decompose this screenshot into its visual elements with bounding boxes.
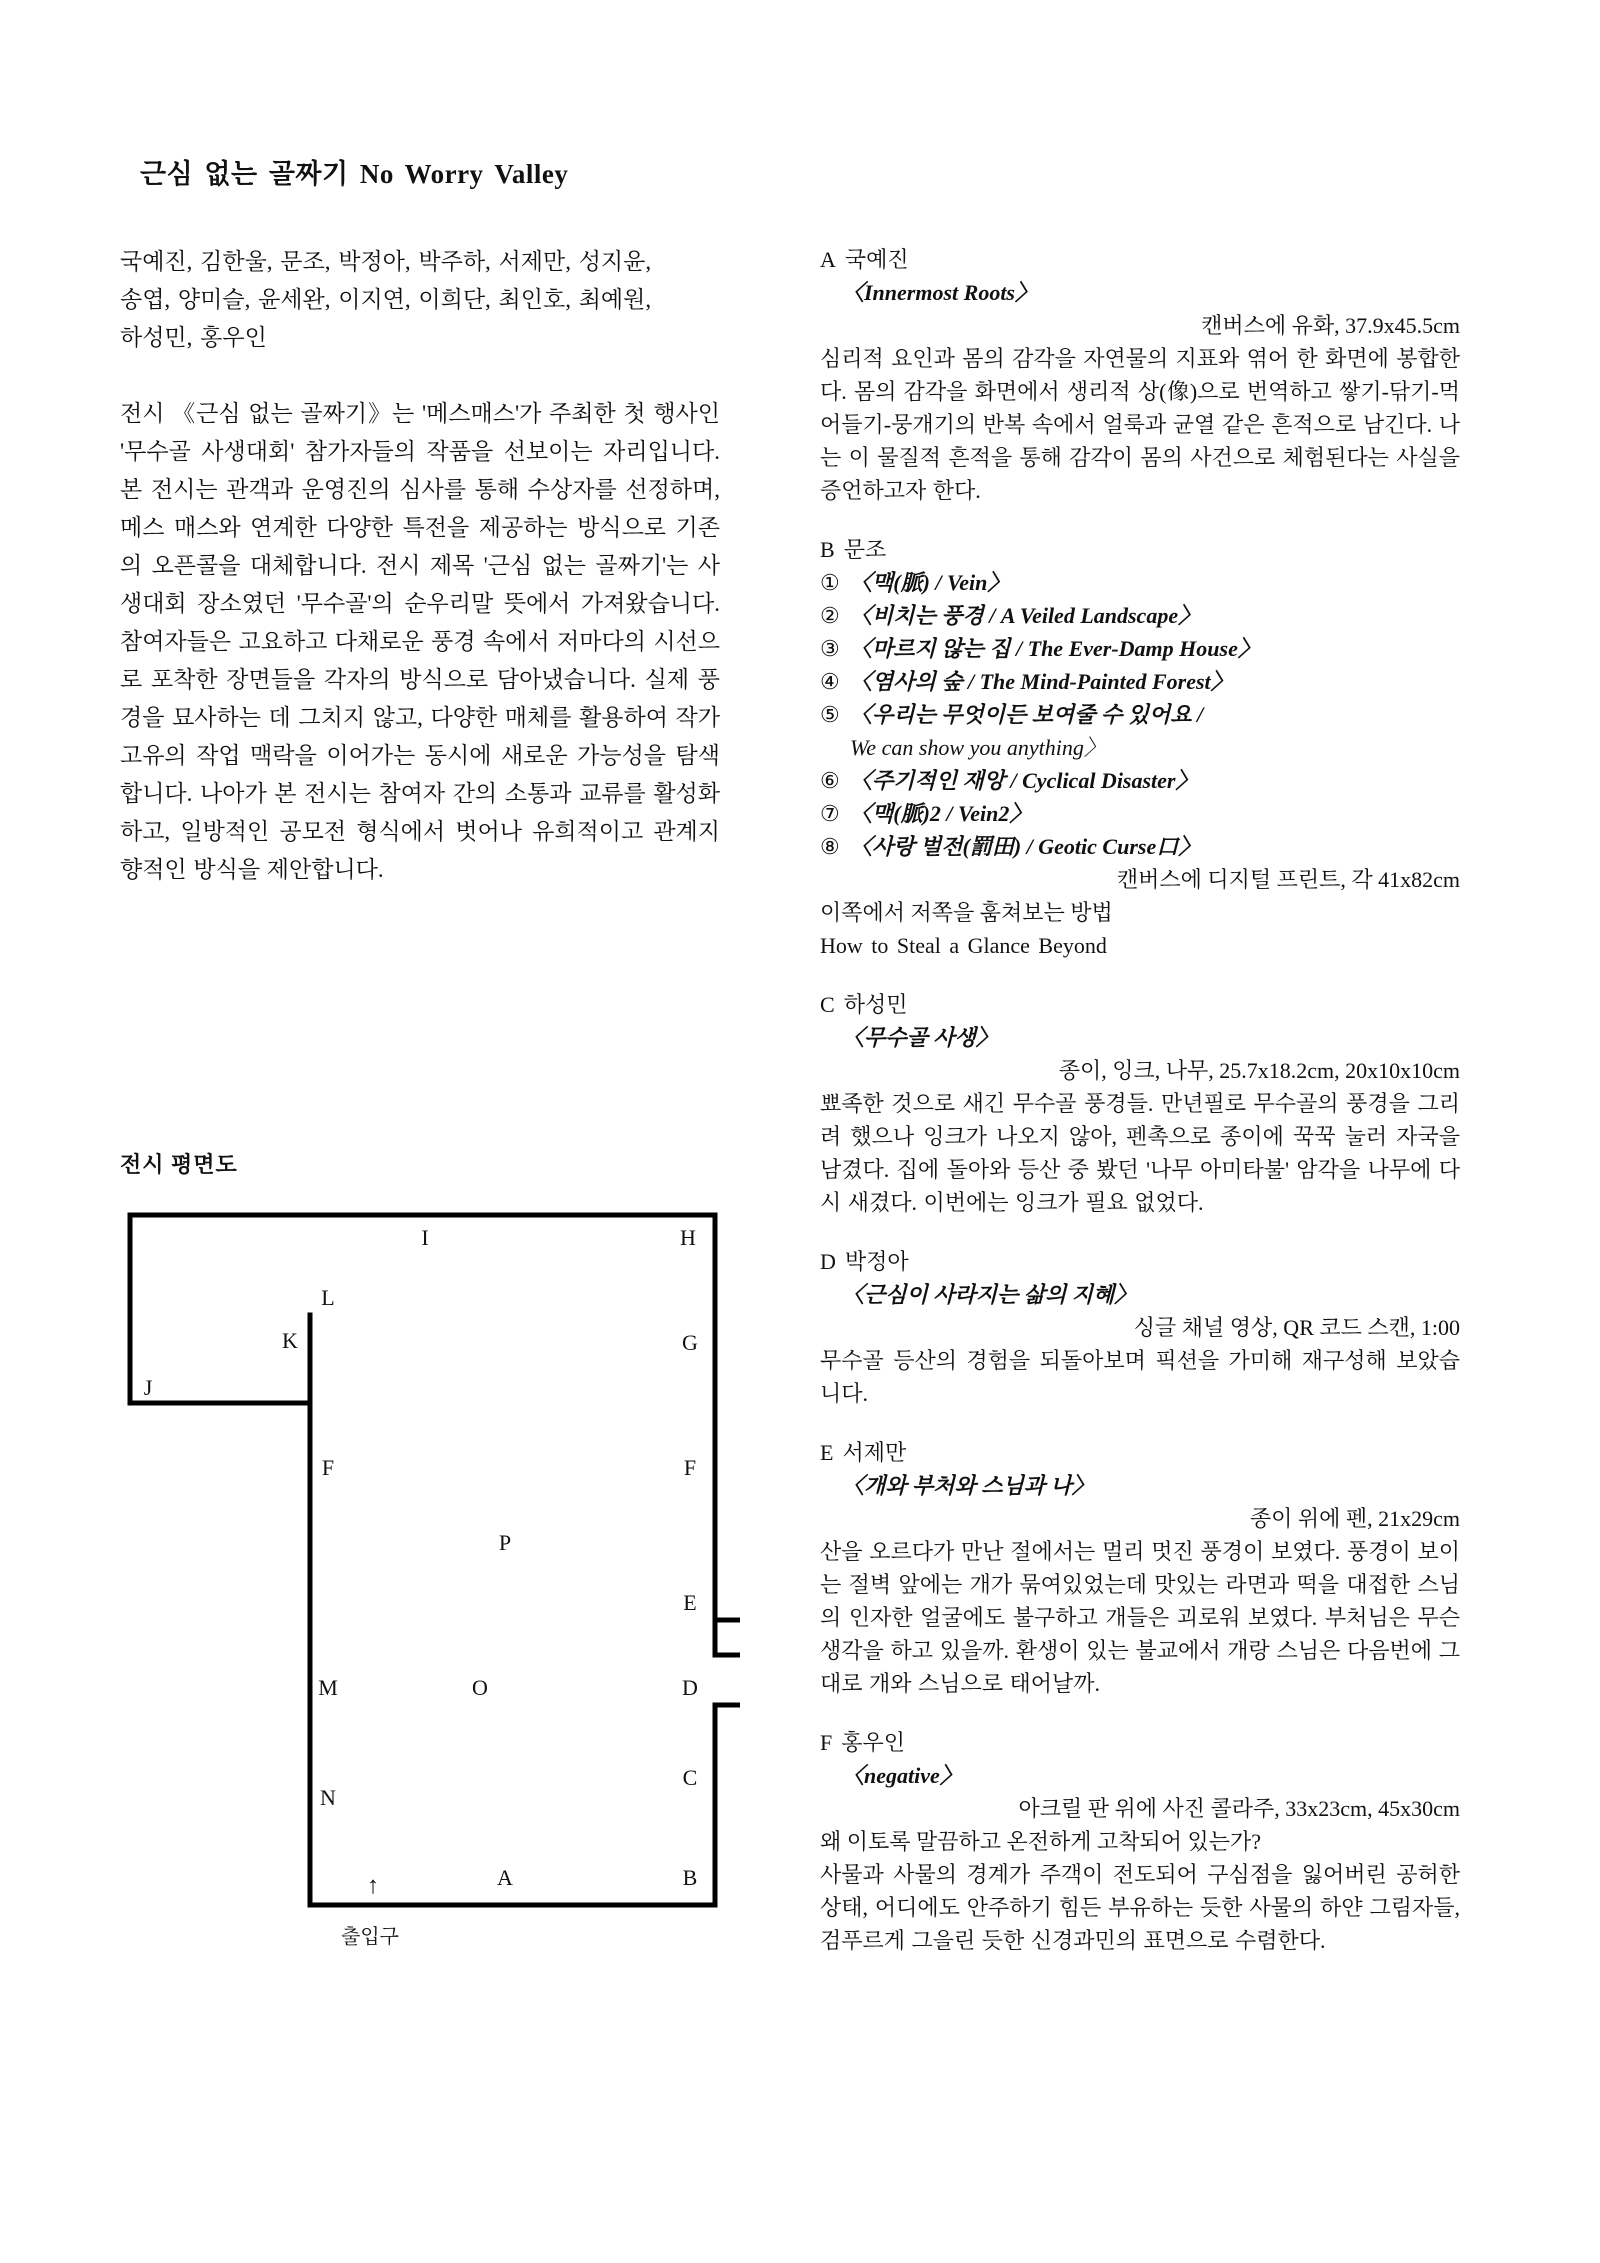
- work-entry-f: [820, 1726, 1460, 1957]
- room-label-K: K: [282, 1328, 298, 1353]
- list-title: 〈비치는 풍경 / A Veiled Landscape〉: [850, 603, 1201, 628]
- entry-a-title: 〈Innermost Roots〉: [842, 280, 1037, 305]
- room-label-F1: F: [321, 1455, 335, 1480]
- entry-a-description: 심리적 요인과 몸의 감각을 자연물의 지표와 엮어 한 화면에 봉합한다. 몸의 감각을 화면에서 생리적 상(像)으로 번역하고 쌓기-닦기-먹어들기-뭉개기의 반복 속에서 얼룩과 균열 같은 흔적으로 남긴다. 나는 이 물질적 흔적을 통해 감각이 몸의 사건으로 체험된다는 사실을 증언하고자 한다.: [820, 346, 1460, 503]
- list-title: 〈사랑 벌전(罰田) / Geotic Curse口〉: [850, 834, 1201, 859]
- list-title: 〈우리는 무엇이든 보여줄 수 있어요 /: [850, 702, 1204, 727]
- room-label-D: D: [682, 1675, 698, 1700]
- list-item: [820, 599, 1460, 632]
- entry-e-heading: [820, 1436, 1460, 1469]
- entry-a-letter: A: [820, 247, 836, 272]
- exhibition-intro-text: 전시 《근심 없는 골짜기》는 '메스매스'가 주최한 첫 행사인 '무수골 사생대회' 참가자들의 작품을 선보이는 자리입니다. 본 전시는 관객과 운영진의 심사를 통해 수상자를 선정하며, 메스 매스와 연계한 다양한 특전을 제공하는 방식으로 기존의 오픈콜을 대체합니다. 전시 제목 '근심 없는 골짜기'는 사생대회 장소였던 '무수골'의 순우리말 뜻에서 가져왔습니다. 참여자들은 고요하고 다채로운 풍경 속에서 저마다의 시선으로 포착한 장면들을 각자의 방식으로 담아냈습니다. 실제 풍경을 묘사하는 데 그치지 않고, 다양한 매체를 활용하여 작가 고유의 작업 맥락을 이어가는 동시에 새로운 가능성을 탐색합니다. 나아가 본 전시는 참여자 간의 소통과 교류를 활성화하고, 일방적인 공모전 형식에서 벗어나 유희적이고 관계지향적인 방식을 제안합니다.: [120, 401, 720, 882]
- room-label-O: O: [472, 1675, 488, 1700]
- list-numeral: ③: [820, 636, 840, 661]
- artist-list: [120, 243, 720, 357]
- room-label-B: B: [682, 1865, 698, 1890]
- list-item: [820, 632, 1460, 665]
- entry-c-artist: 하성민: [843, 992, 908, 1017]
- list-item: [820, 830, 1460, 863]
- list-item: [820, 797, 1460, 830]
- work-entry-d: [820, 1245, 1460, 1410]
- entry-b-spec: 캔버스에 디지털 프린트, 각 41x82cm: [1116, 867, 1460, 892]
- entry-f-title: 〈negative〉: [842, 1763, 962, 1788]
- list-title: 〈마르지 않는 집 / The Ever-Damp House〉: [850, 636, 1260, 661]
- entry-d-spec: 싱글 채널 영상, QR 코드 스캔, 1:00: [1133, 1315, 1460, 1340]
- entrance-arrow-icon: ↑: [367, 1873, 379, 1899]
- floorplan-room-labels: [144, 1225, 698, 1899]
- room-label-L: L: [321, 1285, 335, 1310]
- list-item: [820, 698, 1460, 731]
- artist-line-3: 하성민, 홍우인: [120, 325, 267, 350]
- artist-line-2: 송엽, 양미슬, 윤세완, 이지연, 이희단, 최인호, 최예원,: [120, 287, 652, 312]
- room-label-M: M: [318, 1675, 338, 1700]
- entry-c-title: 〈무수골 사생〉: [842, 1025, 998, 1050]
- list-item: [820, 665, 1460, 698]
- entry-e-title: 〈개와 부처와 스님과 나〉: [842, 1473, 1094, 1498]
- list-numeral: ⑥: [820, 768, 840, 793]
- room-label-J: J: [143, 1375, 153, 1400]
- entrance-caption: 출입구: [341, 1926, 399, 1948]
- room-label-N: N: [320, 1785, 336, 1810]
- list-title: 〈맥(脈) / Vein〉: [850, 570, 1010, 595]
- list-title: 〈주기적인 재앙 / Cyclical Disaster〉: [850, 768, 1198, 793]
- entry-b-letter: B: [820, 537, 835, 562]
- room-label-I: I: [421, 1225, 429, 1250]
- entry-e-artist: 서제만: [842, 1440, 907, 1465]
- room-label-C: C: [682, 1765, 698, 1790]
- entry-b-heading: [820, 533, 1460, 566]
- floorplan-labels-svg: [120, 1205, 740, 1945]
- work-entry-e: [820, 1436, 1460, 1700]
- list-title: 〈염사의 숲 / The Mind-Painted Forest〉: [850, 669, 1233, 694]
- entry-d-title: 〈근심이 사라지는 삶의 지혜〉: [842, 1282, 1137, 1307]
- room-label-F2: F: [683, 1455, 697, 1480]
- entry-b-continuation: We can show you anything〉: [850, 735, 1106, 760]
- entry-d-description: 무수골 등산의 경험을 되돌아보며 픽션을 가미해 재구성해 보았습니다.: [820, 1348, 1460, 1406]
- room-label-H: H: [680, 1225, 696, 1250]
- entry-a-spec: 캔버스에 유화, 37.9x45.5cm: [1201, 313, 1460, 338]
- work-entry-c: [820, 988, 1460, 1219]
- room-label-G: G: [682, 1330, 698, 1355]
- page-title: 근심 없는 골짜기 No Worry Valley: [140, 159, 569, 189]
- list-title: 〈맥(脈)2 / Vein2〉: [850, 801, 1032, 826]
- entry-f-spec: 아크릴 판 위에 사진 콜라주, 33x23cm, 45x30cm: [1018, 1796, 1460, 1821]
- list-numeral: ⑧: [820, 834, 840, 859]
- work-entry-a: [820, 243, 1460, 507]
- list-numeral: ⑤: [820, 702, 840, 727]
- floorplan-diagram: [120, 1205, 740, 1945]
- floorplan-heading: 전시 평면도: [120, 1152, 238, 1177]
- entry-b-work-list-cont: [820, 764, 1460, 863]
- entry-f-letter: F: [820, 1730, 833, 1755]
- entry-f-heading: [820, 1726, 1460, 1759]
- entry-f-question-line: 왜 이토록 말끔하고 온전하게 고착되어 있는가?: [820, 1829, 1262, 1854]
- entry-f-artist: 홍우인: [841, 1730, 906, 1755]
- room-label-E: E: [683, 1590, 697, 1615]
- entry-a-artist: 국예진: [844, 247, 909, 272]
- room-label-P: P: [498, 1530, 512, 1555]
- entry-f-description: 사물과 사물의 경계가 주객이 전도되어 구심점을 잃어버린 공허한 상태, 어디에도 안주하기 힘든 부유하는 듯한 사물의 하얀 그림자들, 검푸르게 그을린 듯한 신경과민의 표면으로 수렴한다.: [820, 1862, 1460, 1953]
- entry-c-letter: C: [820, 992, 835, 1017]
- list-numeral: ⑦: [820, 801, 840, 826]
- list-item: [820, 764, 1460, 797]
- list-numeral: ①: [820, 570, 840, 595]
- entry-c-spec: 종이, 잉크, 나무, 25.7x18.2cm, 20x10x10cm: [1058, 1058, 1460, 1083]
- artist-line-1: 국예진, 김한울, 문조, 박정아, 박주하, 서제만, 성지윤,: [120, 249, 652, 274]
- entry-b-extra-english: How to Steal a Glance Beyond: [820, 933, 1107, 958]
- list-numeral: ④: [820, 669, 840, 694]
- entry-b-extra-korean: 이쪽에서 저쪽을 훔쳐보는 방법: [820, 900, 1113, 925]
- entry-e-spec: 종이 위에 펜, 21x29cm: [1249, 1506, 1460, 1531]
- entry-e-letter: E: [820, 1440, 834, 1465]
- list-numeral: ②: [820, 603, 840, 628]
- list-item: [820, 566, 1460, 599]
- right-column: [820, 243, 1460, 1983]
- entry-b-work-list: [820, 566, 1460, 731]
- left-column: [120, 243, 720, 889]
- room-label-A: A: [497, 1865, 513, 1890]
- work-entry-b: [820, 533, 1460, 962]
- entry-d-letter: D: [820, 1249, 836, 1274]
- entry-c-description: 뾰족한 것으로 새긴 무수골 풍경들. 만년필로 무수골의 풍경을 그리려 했으나 잉크가 나오지 않아, 펜촉으로 종이에 꾹꾹 눌러 자국을 남겼다. 집에 돌아와 등산 중 봤던 '나무 아미타불' 암각을 나무에 다시 새겼다. 이번에는 잉크가 필요 없었다.: [820, 1091, 1460, 1215]
- entry-c-heading: [820, 988, 1460, 1021]
- entry-d-artist: 박정아: [844, 1249, 909, 1274]
- entry-e-description: 산을 오르다가 만난 절에서는 멀리 멋진 풍경이 보였다. 풍경이 보이는 절벽 앞에는 개가 묶여있었는데 맛있는 라면과 떡을 대접한 스님의 인자한 얼굴에도 불구하고 개들은 괴로워 보였다. 부처님은 무슨 생각을 하고 있을까. 환생이 있는 불교에서 개랑 스님은 다음번에 그대로 개와 스님으로 태어날까.: [820, 1539, 1460, 1696]
- entry-d-heading: [820, 1245, 1460, 1278]
- entry-a-heading: [820, 243, 1460, 276]
- entry-b-artist: 문조: [843, 537, 887, 562]
